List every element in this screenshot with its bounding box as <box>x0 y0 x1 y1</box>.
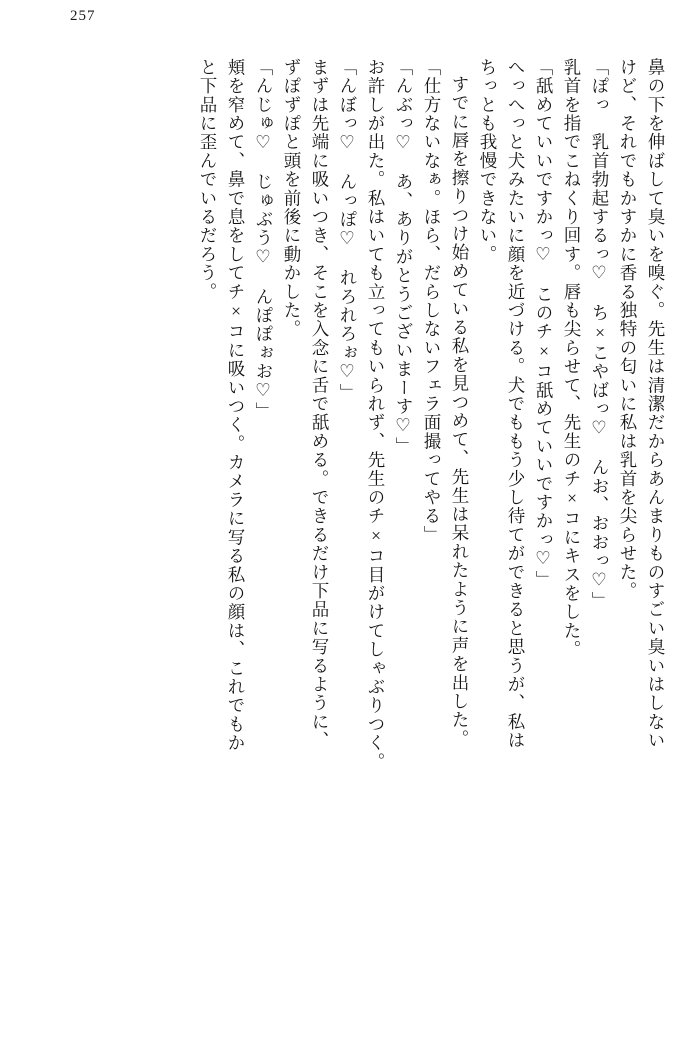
text-line: 「んぼっ♡ んっぽ♡ れろれろぉ♡」 <box>338 58 358 403</box>
text-line: ずぽずぽと頭を前後に動かした。 <box>282 58 302 339</box>
text-line: と下品に歪んでいるだろう。 <box>198 58 218 302</box>
text-line: 「舐めていいですかっ♡ このチ×コ舐めていいですかっ♡」 <box>534 58 554 590</box>
text-line: まずは先端に吸いつき、そこを入念に舌で舐める。できるだけ下品に写るように、 <box>310 58 330 750</box>
text-line: 鼻の下を伸ばして臭いを嗅ぐ。先生は清潔だからあんまりものすごい臭いはしない <box>646 58 666 750</box>
text-line: 「んぶっ♡ あ、ありがとうございまーす♡」 <box>394 58 414 456</box>
text-line: 「ぽっ 乳首勃起するっ♡ ち×こやばっ♡ んお、おおっ♡」 <box>590 58 610 611</box>
text-line: へっへっと犬みたいに顔を近づける。犬でももう少し待てができると思うが、私は <box>506 58 526 750</box>
text-line: 「んじゅ♡ じゅぶう♡ んぽぽぉお♡」 <box>254 58 274 421</box>
text-line: お許しが出た。私はいても立ってもいられず、先生のチ×コ目がけてしゃぶりつく。 <box>366 58 386 772</box>
text-line: ちっとも我慢できない。 <box>478 58 498 264</box>
text-line: 頬を窄めて、鼻で息をしてチ×コに吸いつく。カメラに写る私の顔は、これでもか <box>226 58 246 753</box>
text-line: 乳首を指でこねくり回す。唇も尖らせて、先生のチ×コにキスをした。 <box>562 58 582 659</box>
text-line: けど、それでもかすかに香る独特の匂いに私は乳首を尖らせた。 <box>618 58 638 601</box>
page-number: 257 <box>70 8 96 24</box>
text-line: すでに唇を擦りつけ始めている私を見つめて、先生は呆れたように声を出した。 <box>450 75 470 749</box>
text-line: 「仕方ないなぁ。ほら、だらしないフェラ面撮ってやる」 <box>422 58 442 545</box>
vertical-text-block <box>36 58 664 1024</box>
